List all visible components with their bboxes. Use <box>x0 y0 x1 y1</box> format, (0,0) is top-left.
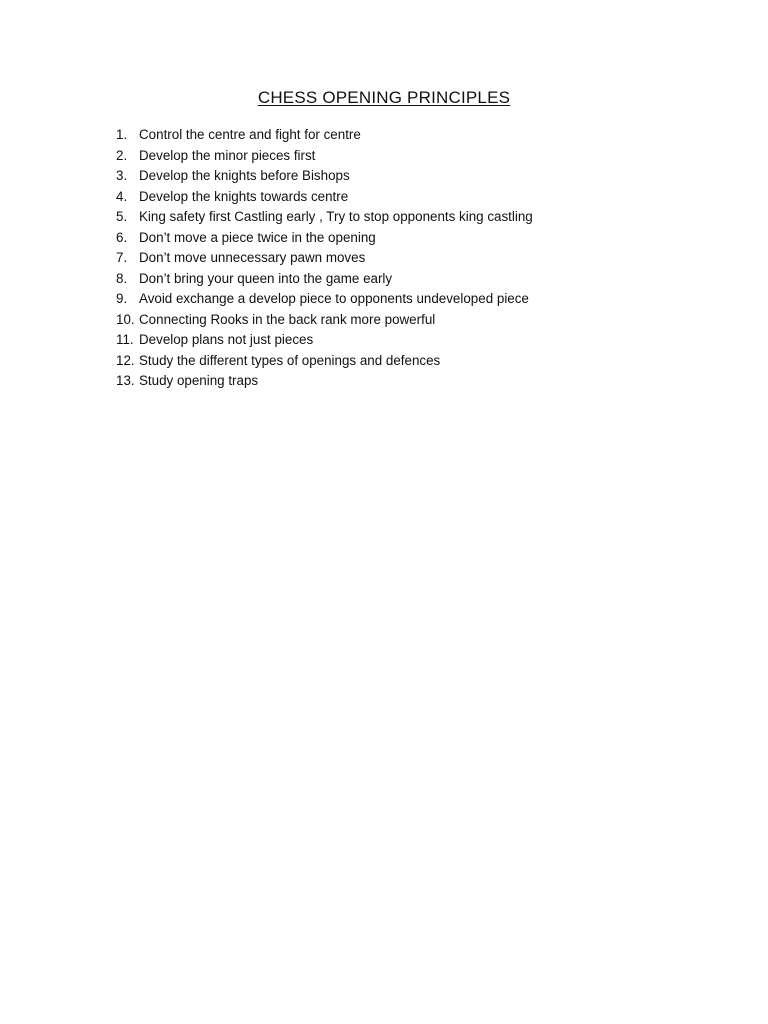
list-item-text: King safety first Castling early , Try to stop opponents king castling <box>139 209 533 224</box>
list-item-text: Don’t move a piece twice in the opening <box>139 229 376 245</box>
list-item <box>116 207 533 228</box>
list-item-text: Avoid exchange a develop piece to opponents undeveloped piece <box>139 291 529 306</box>
list-item-text: Study the different types of openings and defences <box>139 352 441 368</box>
list-item <box>116 166 533 187</box>
list-item-number: 4. <box>116 188 128 204</box>
list-item-number: 12. <box>116 352 135 368</box>
list-item-number: 6. <box>116 229 128 245</box>
list-item <box>116 351 533 372</box>
list-item <box>116 248 533 269</box>
list-item <box>116 330 533 351</box>
list-item <box>116 371 533 392</box>
list-item-number: 2. <box>116 147 128 163</box>
list-item-text: Develop the knights towards centre <box>139 188 349 204</box>
list-item-text: Develop the knights before Bishops <box>139 168 350 183</box>
list-item <box>116 269 533 290</box>
list-item-number: 9. <box>116 291 128 306</box>
list-item-text: Develop the minor pieces first <box>139 147 316 163</box>
list-item-number: 10. <box>116 311 135 327</box>
list-item-number: 11. <box>116 332 134 347</box>
list-item-number: 1. <box>116 127 128 142</box>
list-item-text: Control the centre and fight for centre <box>139 127 361 142</box>
page-title: CHESS OPENING PRINCIPLES <box>257 88 511 107</box>
list-item-text: Study opening traps <box>139 373 259 388</box>
list-item-number: 5. <box>116 209 128 224</box>
list-item-text: Don’t bring your queen into the game early <box>139 270 393 286</box>
list-item <box>116 125 533 146</box>
list-item-text: Don’t move unnecessary pawn moves <box>139 250 366 265</box>
principles-list <box>116 125 533 392</box>
list-item <box>116 228 533 249</box>
list-item <box>116 310 533 331</box>
list-item-number: 3. <box>116 168 128 183</box>
list-item <box>116 187 533 208</box>
list-item-text: Connecting Rooks in the back rank more powerful <box>139 311 436 327</box>
list-item <box>116 289 533 310</box>
list-item-number: 8. <box>116 270 128 286</box>
list-item-number: 7. <box>116 250 128 265</box>
list-item-text: Develop plans not just pieces <box>139 332 314 347</box>
list-item <box>116 146 533 167</box>
list-item-number: 13. <box>116 373 135 388</box>
